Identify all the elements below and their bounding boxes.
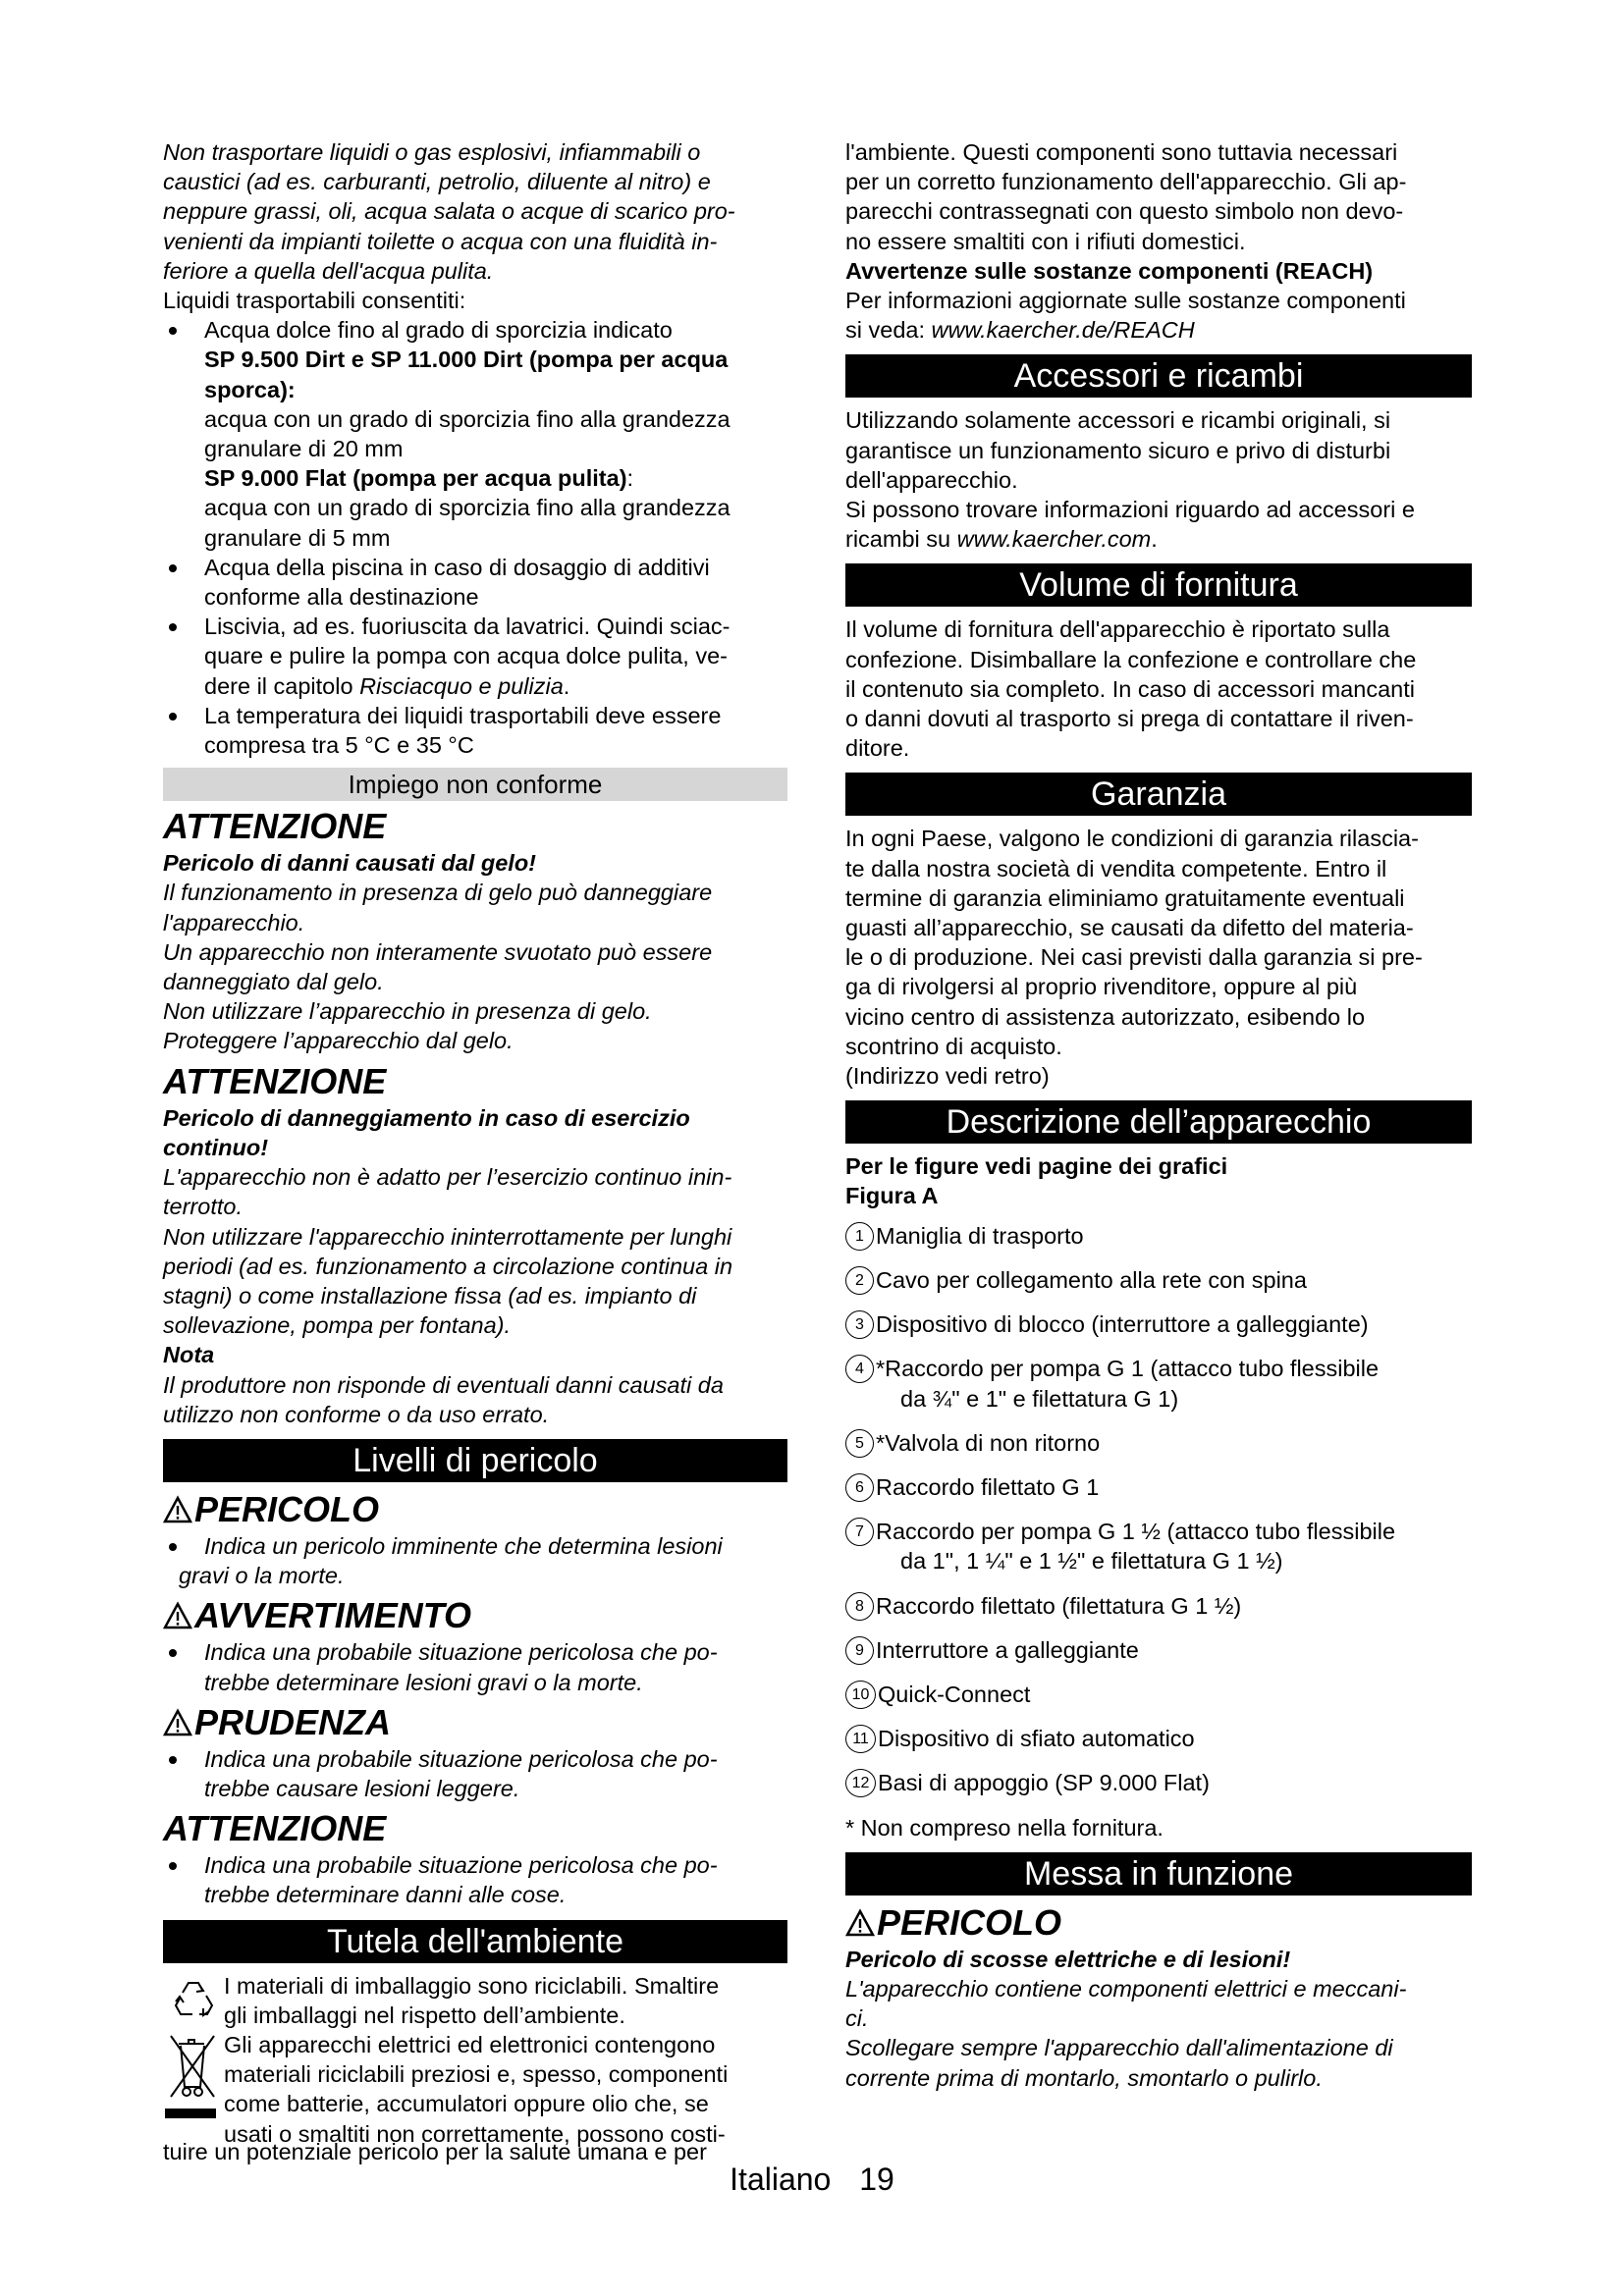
list-item: 9 Interruttore a galleggiante [845, 1635, 1472, 1665]
warning-title: ATTENZIONE [163, 1060, 387, 1101]
page-footer [0, 2160, 1624, 2199]
list-item: Acqua della piscina in caso di dosaggio di additivi conforme alla destinazione [163, 553, 787, 612]
item-number-badge: 2 [845, 1266, 874, 1295]
list-item: 4 *Raccordo per pompa G 1 (attacco tubo flessibile da ¾" e 1" e filettatura G 1) [845, 1354, 1472, 1413]
list-item: 10 Quick-Connect [845, 1680, 1472, 1709]
list-item: 6 Raccordo filettato G 1 [845, 1472, 1472, 1502]
bullet-icon [169, 1756, 177, 1764]
accessories-text: Utilizzando solamente accessori e ricambi originali, si garantisce un funzionamento sicuro e privo di disturbi dell'apparecchio. Si possono trovare informazioni riguardo ad accessori e ricambi su www.kaercher.com. [845, 407, 1415, 553]
list-item: 8 Raccordo filettato (filettatura G 1 ½) [845, 1591, 1472, 1621]
not-included-note: * Non compreso nella fornitura. [845, 1814, 1164, 1841]
list-item: 3 Dispositivo di blocco (interruttore a galleggiante) [845, 1309, 1472, 1339]
section-heading-startup: Messa in funzione [845, 1852, 1472, 1896]
section-heading-accessories: Accessori e ricambi [845, 354, 1472, 398]
bullet-icon [169, 713, 177, 721]
bullet-icon [169, 327, 177, 335]
bullet-icon [169, 1649, 177, 1657]
figure-label: Figura A [845, 1183, 939, 1209]
list-item: La temperatura dei liquidi trasportabili deve essere compresa tra 5 °C e 35 °C [163, 701, 787, 760]
supply-text: Il volume di fornitura dell'apparecchio è riportato sulla confezione. Disimballare la confezione e controllare che il contenuto sia completo. In caso di accessori mancanti o danni dovuti al trasporto si prega di contattare il riven- ditore. [845, 616, 1417, 762]
item-number-badge: 9 [845, 1636, 874, 1665]
danger-subtitle: Pericolo di scosse elettriche e di lesioni! [845, 1946, 1291, 1972]
environment-continued: l'ambiente. Questi componenti sono tuttavia necessari per un corretto funzionamento dell'apparecchio. Gli ap- parecchi contrassegnati con questo simbolo non devo- no essere smaltiti con i rifiuti domestici. [845, 139, 1407, 254]
reach-title: Avvertenze sulle sostanze componenti (REACH) [845, 257, 1374, 284]
note-title: Nota [163, 1342, 215, 1368]
figure-reference: Per le figure vedi pagine dei grafici [845, 1153, 1228, 1180]
danger-title: PERICOLO [163, 1490, 787, 1529]
bullet-icon [169, 1862, 177, 1870]
list-item: Acqua dolce fino al grado di sporcizia indicato SP 9.500 Dirt e SP 11.000 Dirt (pompa per acqua sporca): acqua con un grado di sporcizia fino alla grandezza granulare di 20 mm SP 9.000 Flat (pompa per acqua pulita): acqua con un grado di sporcizia fino alla grandezza granulare di 5 mm [163, 315, 787, 553]
bullet-icon [169, 623, 177, 631]
list-item: Indica una probabile situazione pericolosa che po- trebbe causare lesioni leggere. [163, 1744, 787, 1803]
item-number-badge: 11 [845, 1725, 876, 1753]
item-number-badge: 8 [845, 1592, 874, 1621]
weee-note-continued: tuire un potenziale pericolo per la salute umana e per [163, 2138, 707, 2164]
kaercher-link[interactable]: www.kaercher.com [956, 526, 1152, 553]
item-number-badge: 1 [845, 1222, 874, 1251]
list-item: Indica una probabile situazione pericolosa che po- trebbe determinare danni alle cose. [163, 1850, 787, 1909]
list-item: Liscivia, ad es. fuoriuscita da lavatrici. Quindi sciac- quare e pulire la pompa con acqua dolce pulita, ve- dere il capitolo Risciacquo e pulizia. [163, 612, 787, 701]
weee-note: Gli apparecchi elettrici ed elettronici contengono materiali riciclabili preziosi e, spesso, componenti come batterie, accumulatori oppure olio che, se usati o smaltiti non correttamente, possono costi- [163, 2030, 787, 2149]
list-item: 1 Maniglia di trasporto [845, 1221, 1472, 1251]
section-heading-scope-of-supply: Volume di fornitura [845, 563, 1472, 607]
recycling-note: I materiali di imballaggio sono riciclabili. Smaltire gli imballaggi nel rispetto dell’ambiente. [163, 1971, 787, 2030]
list-item: 11 Dispositivo di sfiato automatico [845, 1724, 1472, 1753]
bullet-icon [169, 1543, 177, 1551]
item-number-badge: 5 [845, 1429, 874, 1458]
item-number-badge: 10 [845, 1681, 876, 1709]
item-number-badge: 7 [845, 1518, 874, 1546]
item-number-badge: 12 [845, 1769, 876, 1797]
warning-triangle-icon [845, 1908, 875, 1938]
section-heading-environment: Tutela dell'ambiente [163, 1920, 787, 1963]
page-number: 19 [859, 2162, 894, 2197]
item-number-badge: 4 [845, 1355, 874, 1383]
section-heading-warranty: Garanzia [845, 773, 1472, 816]
item-number-badge: 6 [845, 1473, 874, 1502]
list-item: 2 Cavo per collegamento alla rete con spina [845, 1265, 1472, 1295]
list-item: 7 Raccordo per pompa G 1 ½ (attacco tubo flessibile da 1", 1 ¼" e 1 ½" e filettatura G 1 ½) [845, 1517, 1472, 1575]
liquids-heading: Liquidi trasportabili consentiti: [163, 288, 466, 314]
recycle-icon [163, 1971, 224, 2030]
crossed-out-bin-icon [163, 2030, 224, 2148]
left-column [163, 137, 787, 2166]
right-column [845, 137, 1472, 2093]
reach-link[interactable]: www.kaercher.de/REACH [931, 317, 1195, 344]
warning-title: AVVERTIMENTO [163, 1596, 787, 1635]
danger-title: PERICOLO [845, 1903, 1472, 1943]
warning-triangle-icon [163, 1708, 192, 1737]
note-text: Il produttore non risponde di eventuali danni causati da utilizzo non conforme o da uso errato. [163, 1371, 724, 1427]
footer-language: Italiano [730, 2162, 832, 2197]
section-heading-improper-use: Impiego non conforme [163, 768, 787, 801]
attention-title: ATTENZIONE [163, 1808, 387, 1849]
list-item: Indica un pericolo imminente che determina lesioni gravi o la morte. [163, 1531, 787, 1590]
list-item: Indica una probabile situazione pericolosa che po- trebbe determinare lesioni gravi o la morte. [163, 1637, 787, 1696]
list-item: 5 *Valvola di non ritorno [845, 1428, 1472, 1458]
intro-paragraph: Non trasportare liquidi o gas esplosivi, infiammabili o caustici (ad es. carburanti, petrolio, diluente al nitro) e neppure grassi, oli, acqua salata o acque di scarico pro- venienti da impianti toilette o acqua con una fluidità in- feriore a quella dell'acqua pulita. [163, 139, 735, 284]
warning-text: L'apparecchio non è adatto per l’esercizio continuo inin- terrotto. Non utilizzare l'apparecchio ininterrottamente per lunghi periodi (ad es. funzionamento a circolazione continua in stagni) o come installazione fissa (ad es. impianto di sollevazione, pompa per fontana). [163, 1164, 733, 1339]
warning-subtitle: Pericolo di danneggiamento in caso di esercizio continuo! [163, 1104, 690, 1160]
item-number-badge: 3 [845, 1310, 874, 1339]
warning-title: ATTENZIONE [163, 806, 387, 847]
caution-title: PRUDENZA [163, 1703, 787, 1742]
warning-triangle-icon [163, 1601, 192, 1630]
section-heading-danger-levels: Livelli di pericolo [163, 1439, 787, 1482]
warning-triangle-icon [163, 1495, 192, 1524]
list-item: 12 Basi di appoggio (SP 9.000 Flat) [845, 1768, 1472, 1797]
reach-text: Per informazioni aggiornate sulle sostanze componenti si veda: www.kaercher.de/REACH [845, 288, 1406, 344]
warranty-text: In ogni Paese, valgono le condizioni di garanzia rilascia- te dalla nostra società di vendita competente. Entro il termine di garanzia eliminiamo gratuitamente eventuali guasti all’apparecchio, se causati da difetto del materia- le o di produzione. Nei casi previsti dalla garanzia si pre- ga di rivolgersi al proprio rivenditore, oppure al più vicino centro di assistenza autorizzato, esibendo lo scontrino di acquisto. (Indirizzo vedi retro) [845, 826, 1423, 1090]
bullet-icon [169, 564, 177, 572]
warning-subtitle: Pericolo di danni causati dal gelo! [163, 850, 536, 877]
warning-text: Il funzionamento in presenza di gelo può danneggiare l'apparecchio. Un apparecchio non interamente svuotato può essere danneggiato dal gelo. Non utilizzare l’apparecchio in presenza di gelo. Proteggere l’apparecchio dal gelo. [163, 880, 713, 1054]
section-heading-device-description: Descrizione dell’apparecchio [845, 1100, 1472, 1144]
danger-text: L'apparecchio contiene componenti elettrici e meccani- ci. Scollegare sempre l'apparecchio dall'alimentazione di corrente prima di montarlo, smontarlo o pulirlo. [845, 1975, 1407, 2091]
figure-legend [845, 1221, 1472, 1798]
